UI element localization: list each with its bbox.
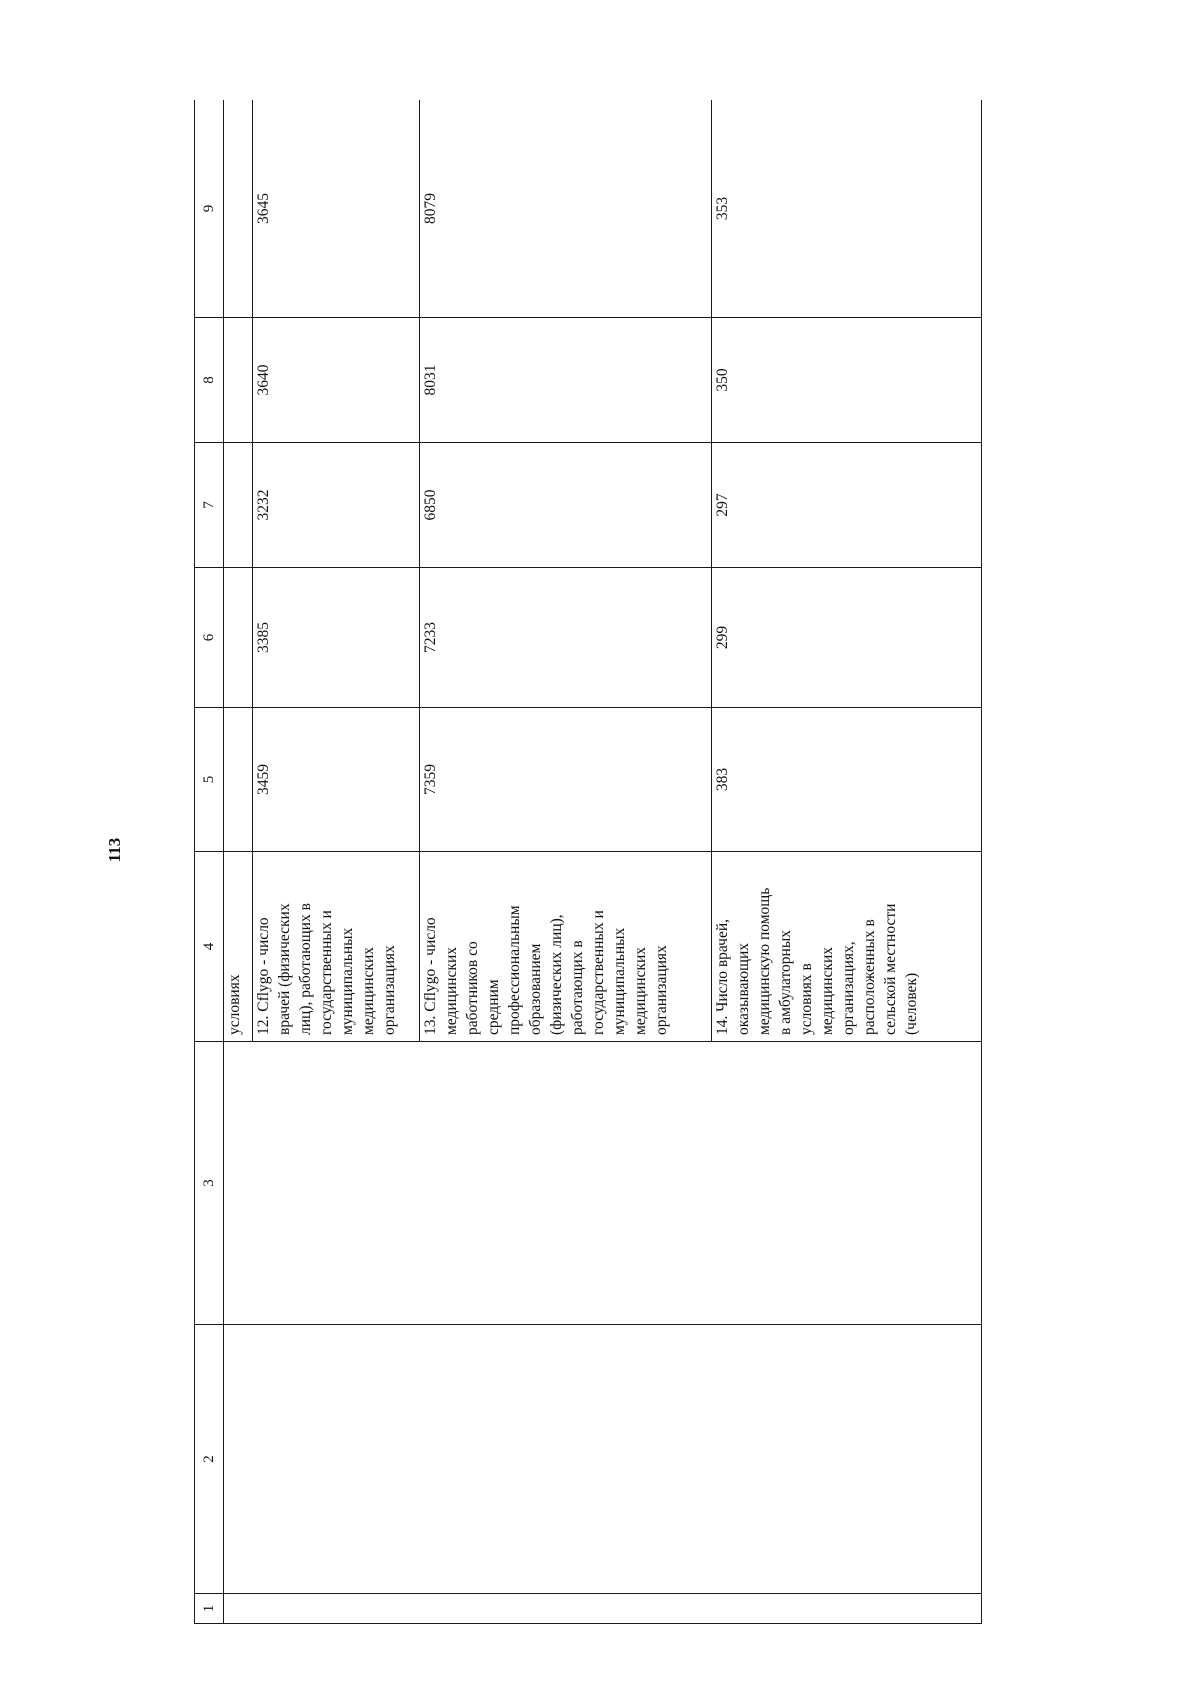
value-cell-9: 353 xyxy=(712,100,982,318)
table-header-row xyxy=(195,100,224,1624)
col-3-cell xyxy=(224,1042,982,1325)
header-col-8: 8 xyxy=(195,318,224,443)
header-col-6: 6 xyxy=(195,568,224,708)
rotated-table-frame xyxy=(194,100,1042,1624)
value-cell-7: 3232 xyxy=(253,443,420,568)
continuation-cell-5 xyxy=(224,708,253,852)
header-col-5: 5 xyxy=(195,708,224,852)
continuation-text: условиях xyxy=(224,852,253,1042)
continuation-cell-9 xyxy=(224,100,253,318)
indicator-description: 13. Cflygo - число медицинских работников со средним профессиональным образованием (физических лиц), работающих в государственных и муниципальных медицинских организациях xyxy=(420,852,712,1042)
continuation-row xyxy=(224,100,253,1624)
value-cell-5: 383 xyxy=(712,708,982,852)
value-cell-8: 350 xyxy=(712,318,982,443)
page-number: 113 xyxy=(105,837,124,863)
value-cell-9: 3645 xyxy=(253,100,420,318)
indicator-description: 12. Cflygo - число врачей (физических лиц), работающих в государственных и муниципальных медицинских организациях xyxy=(253,852,420,1042)
table-container xyxy=(194,100,1042,1624)
header-col-4: 4 xyxy=(195,852,224,1042)
indicators-table xyxy=(194,100,982,1624)
value-cell-8: 3640 xyxy=(253,318,420,443)
value-cell-7: 6850 xyxy=(420,443,712,568)
header-col-7: 7 xyxy=(195,443,224,568)
value-cell-6: 299 xyxy=(712,568,982,708)
continuation-cell-6 xyxy=(224,568,253,708)
continuation-cell-7 xyxy=(224,443,253,568)
value-cell-5: 7359 xyxy=(420,708,712,852)
col-2-cell xyxy=(224,1325,982,1594)
value-cell-6: 3385 xyxy=(253,568,420,708)
value-cell-6: 7233 xyxy=(420,568,712,708)
value-cell-7: 297 xyxy=(712,443,982,568)
header-col-9: 9 xyxy=(195,100,224,318)
header-col-1: 1 xyxy=(195,1594,224,1624)
value-cell-5: 3459 xyxy=(253,708,420,852)
value-cell-8: 8031 xyxy=(420,318,712,443)
indicator-description: 14. Число врачей, оказывающих медицинскую помощь в амбулаторных условиях в медицинских организациях, расположенных в сельской местности (человек) xyxy=(712,852,982,1042)
value-cell-9: 8079 xyxy=(420,100,712,318)
header-col-2: 2 xyxy=(195,1325,224,1594)
continuation-cell-8 xyxy=(224,318,253,443)
header-col-3: 3 xyxy=(195,1042,224,1325)
col-1-cell xyxy=(224,1594,982,1624)
